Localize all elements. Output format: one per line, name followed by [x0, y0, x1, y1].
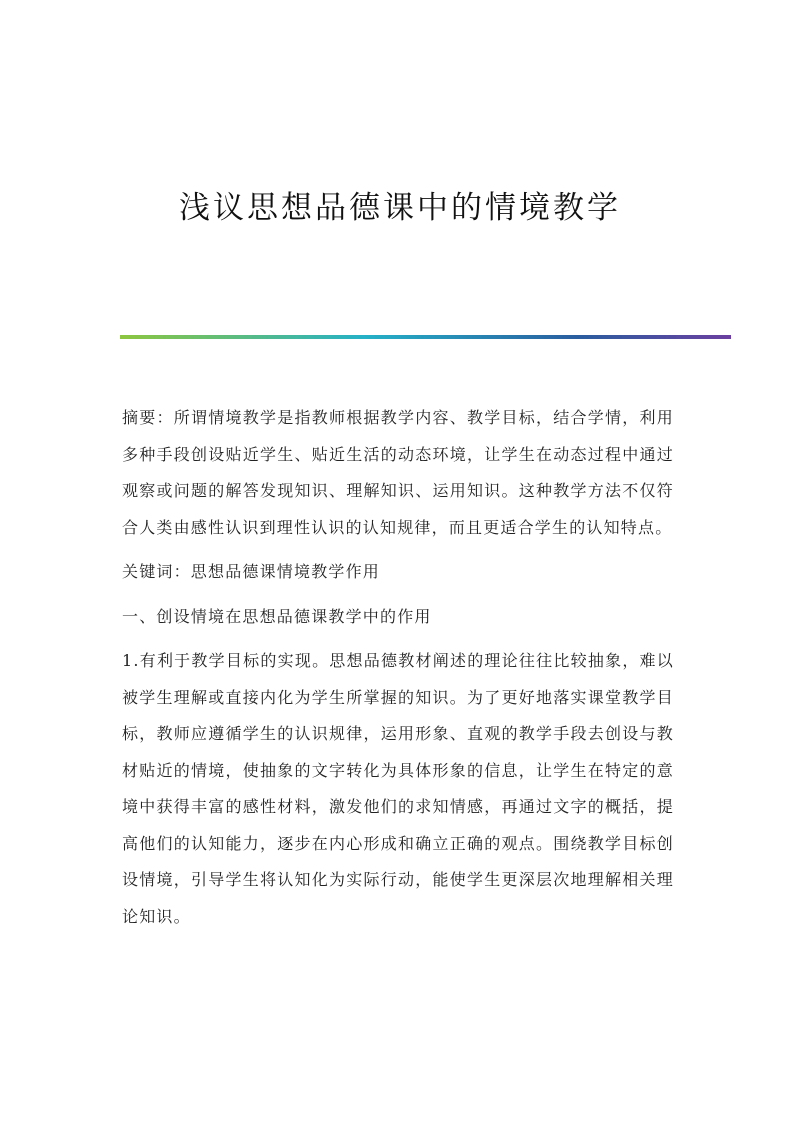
section-heading: 一、创设情境在思想品德课教学中的作用 [122, 606, 432, 626]
abstract-paragraph: 摘要：所谓情境教学是指教师根据教学内容、教学目标，结合学情，利用多种手段创设贴近学生、贴近生活的动态环境，让学生在动态过程中通过观察或问题的解答发现知识、理解知识、运用知识。这种教学方法不仅符合人类由感性认识到理性认识的认知规律，而且更适合学生的认知特点。 [122, 408, 674, 537]
document-title: 浅议思想品德课中的情境教学 [179, 190, 621, 226]
title-divider [120, 335, 731, 339]
body-paragraph: 1.有利于教学目标的实现。思想品德教材阐述的理论往往比较抽象，难以被学生理解或直接内化为学生所掌握的知识。为了更好地落实课堂教学目标，教师应遵循学生的认识规律，运用形象、直观的教学手段去创设与教材贴近的情境，使抽象的文字转化为具体形象的信息，让学生在特定的意境中获得丰富的感性材料，激发他们的求知情感，再通过文字的概括，提高他们的认知能力，逐步在内心形成和确立正确的观点。围绕教学目标创设情境，引导学生将认知化为实际行动，能使学生更深层次地理解相关理论知识。 [122, 651, 674, 926]
keywords-line: 关键词：思想品德课情境教学作用 [122, 562, 381, 581]
document-body [122, 400, 674, 943]
